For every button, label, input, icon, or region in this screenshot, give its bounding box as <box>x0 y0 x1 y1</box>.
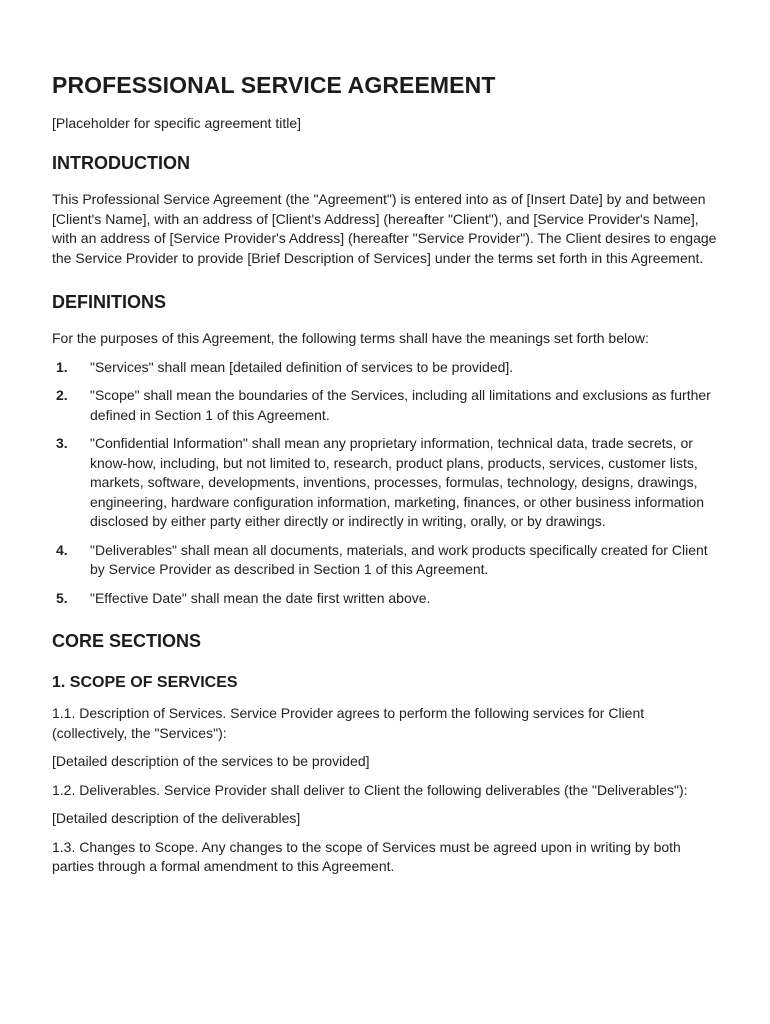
definition-item <box>52 434 718 532</box>
definition-text: "Confidential Information" shall mean any proprietary information, technical data, trade secrets, or know-how, including, but not limited to, research, product plans, products, services, customer lists, markets, software, developments, inventions, processes, formulas, technology, designs, drawings, engineering, hardware configuration information, marketing, finances, or other business information disclosed by either party either directly or indirectly in writing, orally, or by drawings. <box>90 435 705 529</box>
core-sections-heading: CORE SECTIONS <box>52 631 202 651</box>
definition-item <box>52 589 718 609</box>
scope-of-services-heading: 1. SCOPE OF SERVICES <box>52 674 238 691</box>
scope-services-placeholder: [Detailed description of the services to be provided] <box>52 753 370 769</box>
definition-item <box>52 386 718 425</box>
definition-number: 1. <box>56 358 68 375</box>
document-title: PROFESSIONAL SERVICE AGREEMENT <box>52 72 496 98</box>
definition-text: "Effective Date" shall mean the date first written above. <box>90 589 431 606</box>
document-subtitle: [Placeholder for specific agreement title] <box>52 115 302 131</box>
definition-item <box>52 541 718 580</box>
definition-text: "Services" shall mean [detailed definition of services to be provided]. <box>90 358 514 375</box>
definition-number: 4. <box>56 541 68 558</box>
deliverables-placeholder: [Detailed description of the deliverables] <box>52 810 301 826</box>
introduction-heading: INTRODUCTION <box>52 153 190 173</box>
definition-number: 3. <box>56 435 68 451</box>
definition-text: "Deliverables" shall mean all documents, materials, and work products specifically created for Client by Service Provider as described in Section 1 of this Agreement. <box>90 541 708 577</box>
definition-number: 2. <box>56 387 68 403</box>
deliverables-paragraph: 1.2. Deliverables. Service Provider shall deliver to Client the following deliverables (the "Deliverables"): <box>52 781 688 798</box>
definitions-list <box>52 358 718 609</box>
changes-to-scope-paragraph: 1.3. Changes to Scope. Any changes to the scope of Services must be agreed upon in writing by both parties through a formal amendment to this Agreement. <box>52 838 681 874</box>
definitions-lead: For the purposes of this Agreement, the following terms shall have the meanings set forth below: <box>52 330 649 346</box>
definition-item <box>52 358 718 378</box>
definitions-heading: DEFINITIONS <box>52 292 167 312</box>
definition-number: 5. <box>56 589 68 606</box>
definition-text: "Scope" shall mean the boundaries of the Services, including all limitations and exclusions as further defined in Section 1 of this Agreement. <box>90 387 711 423</box>
introduction-paragraph: This Professional Service Agreement (the "Agreement") is entered into as of [Insert Date] by and between [Client's Name], with an address of [Client's Address] (hereafter "Client"), and [Service Provider's Name], with an address of [Service Provider's Address] (hereafter "Service Provider"). The Client desires to engage the Service Provider to provide [Brief Description of Services] under the terms set forth in this Agreement. <box>52 191 717 266</box>
scope-description-paragraph: 1.1. Description of Services. Service Provider agrees to perform the following services for Client (collectively, the "Services"): <box>52 705 645 741</box>
